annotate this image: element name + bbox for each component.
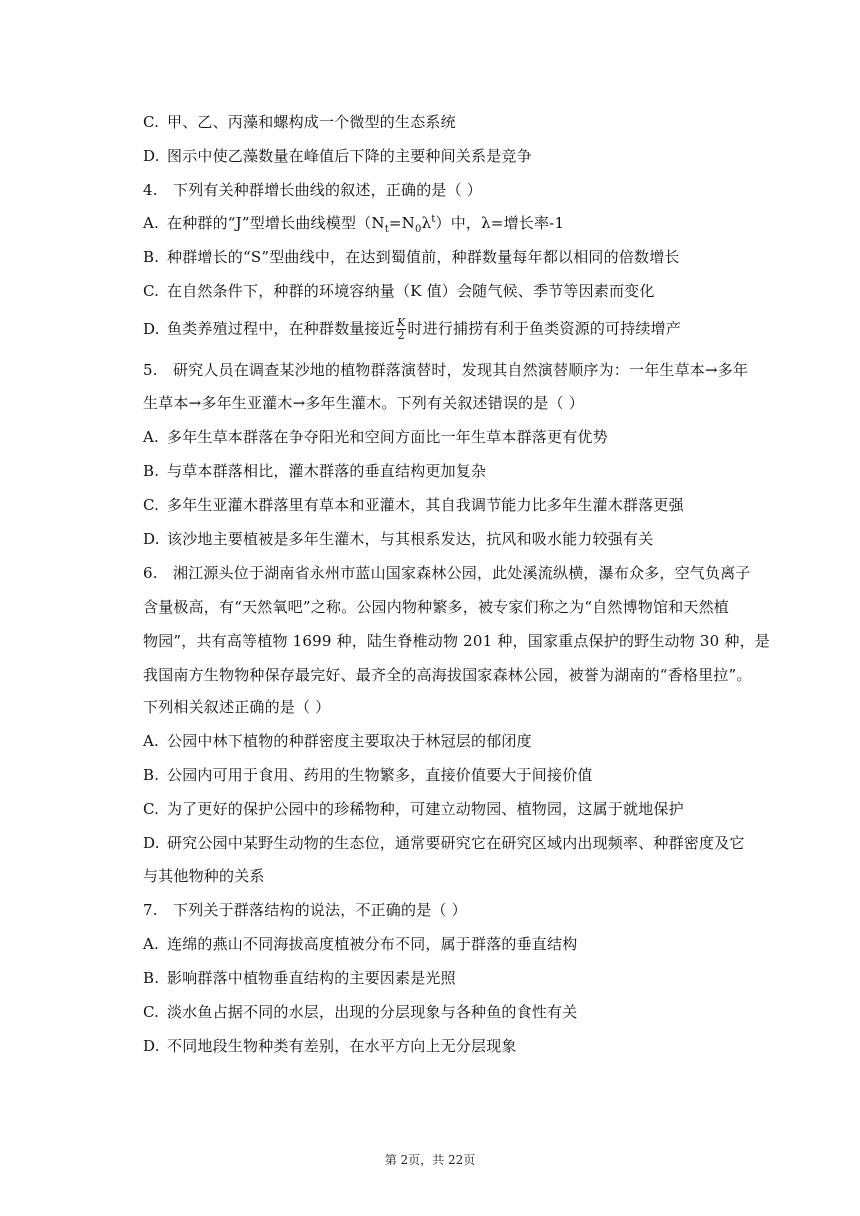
option-label: A. [143,935,160,953]
option-label: C. [143,1003,160,1021]
option-label: C. [143,113,160,131]
option-text: 为了更好的保护公园中的珍稀物种，可建立动物园、植物园，这属于就地保护 [167,800,684,818]
q6-option-d-line2 [143,866,760,886]
option-text: 甲、乙、丙藻和螺构成一个微型的生态系统 [167,113,456,131]
option-label: B. [143,462,160,480]
page-footer: 第 2页，共 22页 [384,1153,476,1167]
option-text: 不同地段生物种类有差别，在水平方向上无分层现象 [167,1037,517,1055]
option-label: B. [143,248,160,266]
fraction-k-over-2 [396,317,406,342]
q6-option-d-line1 [143,833,760,853]
question-number: 5. [143,361,158,379]
question-5-stem-line1 [143,360,760,380]
superscript-t: t [431,214,436,225]
option-text-post: 时进行捕捞有利于鱼类资源的可持续增产 [407,319,682,338]
option-text-post: ）中，λ=增长率-1 [435,214,565,232]
option-text: 多年生亚灌木群落里有草本和亚灌木，其自我调节能力比多年生灌木群落更强 [167,496,684,514]
q4-option-a [143,213,760,233]
option-label: C. [143,800,160,818]
question-6-stem-line4 [143,665,760,685]
question-5-stem-line2 [143,393,760,413]
option-label: C. [143,496,160,514]
option-text-mid1: =N [388,214,415,232]
option-text-pre: 在种群的“J”型增长曲线模型（N [167,214,385,232]
question-6-stem-line2 [143,597,760,617]
subscript-t: t [384,224,389,235]
option-label: D. [143,1037,160,1055]
option-label: D. [143,319,160,338]
q7-option-a [143,934,760,954]
q4-option-d [143,317,760,342]
question-4-stem [143,180,760,200]
q7-option-d [143,1036,760,1056]
question-text: 生草本→多年生亚灌木→多年生灌木。下列有关叙述错误的是（ ） [143,394,584,412]
question-text: 下列相关叙述正确的是（ ） [143,698,331,716]
option-text-mid2: λ [421,214,432,232]
option-text: 该沙地主要植被是多年生灌木，与其根系发达，抗风和吸水能力较强有关 [167,530,654,548]
option-text: 影响群落中植物垂直结构的主要因素是光照 [167,969,456,987]
option-c-line [143,112,760,132]
q5-option-d [143,529,760,549]
option-label: A. [143,214,160,232]
option-label: D. [143,834,160,852]
fraction-denominator: 2 [397,329,405,342]
question-number: 6. [143,564,158,582]
option-text: 在自然条件下，种群的环境容纳量（K 值）会随气候、季节等因素而变化 [167,282,655,300]
option-text: 与草本群落相比，灌木群落的垂直结构更加复杂 [167,462,487,480]
option-text: 与其他物种的关系 [143,867,265,885]
q5-option-b [143,461,760,481]
question-6-stem-line5 [143,697,760,717]
fraction-numerator: K [397,316,406,329]
q5-option-a [143,427,760,447]
option-label: D. [143,530,160,548]
option-label: A. [143,428,160,446]
question-text: 研究人员在调查某沙地的植物群落演替时，发现其自然演替顺序为：一年生草本→多年 [173,361,749,379]
question-text: 湘江源头位于湖南省永州市蓝山国家森林公园，此处溪流纵横，瀑布众多，空气负离子 [173,564,751,582]
option-text: 公园中林下植物的种群密度主要取决于林冠层的郁闭度 [167,732,532,750]
option-text: 研究公园中某野生动物的生态位，通常要研究它在研究区域内出现频率、种群密度及它 [167,834,745,852]
question-number: 7. [143,901,158,919]
question-6-stem-line3 [143,631,770,651]
q7-option-b [143,968,760,988]
option-label: A. [143,732,160,750]
option-text-pre: 鱼类养殖过程中，在种群数量接近 [167,319,396,338]
question-number: 4. [143,181,158,199]
question-text: 含量极高，有“天然氧吧”之称。公园内物种繁多，被专家们称之为“自然博物馆和天然植 [143,598,730,616]
option-d-line [143,146,760,166]
q4-option-c [143,281,760,301]
option-text: 图示中使乙藻数量在峰值后下降的主要种间关系是竞争 [167,147,532,165]
q6-option-c [143,799,760,819]
option-text: 连绵的燕山不同海拔高度植被分布不同，属于群落的垂直结构 [167,935,578,953]
question-text: 我国南方生物物种保存最完好、最齐全的高海拔国家森林公园，被誉为湖南的“香格里拉”。 [143,666,752,684]
question-text: 下列关于群落结构的说法，不正确的是（ ） [173,901,467,919]
option-label: C. [143,282,160,300]
question-text: 下列有关种群增长曲线的叙述，正确的是（ ） [173,181,482,199]
option-label: D. [143,147,160,165]
q4-option-b [143,247,760,267]
option-text: 公园内可用于食用、药用的生物繁多，直接价值要大于间接价值 [167,766,593,784]
option-text: 多年生草本群落在争夺阳光和空间方面比一年生草本群落更有优势 [167,428,608,446]
option-text: 淡水鱼占据不同的水层，出现的分层现象与各种鱼的食性有关 [167,1003,578,1021]
q5-option-c [143,495,760,515]
question-6-stem-line1 [143,563,760,583]
option-text: 种群增长的“S”型曲线中，在达到蜀值前，种群数量每年都以相同的倍数增长 [167,248,680,266]
option-label: B. [143,766,160,784]
q7-option-c [143,1002,760,1022]
q6-option-b [143,765,760,785]
subscript-0: 0 [415,224,422,235]
option-label: B. [143,969,160,987]
question-text: 物园”，共有高等植物 1699 种，陆生脊椎动物 201 种，国家重点保护的野生动物 30 种，是 [143,632,770,650]
q6-option-a [143,731,760,751]
question-7-stem [143,900,760,920]
